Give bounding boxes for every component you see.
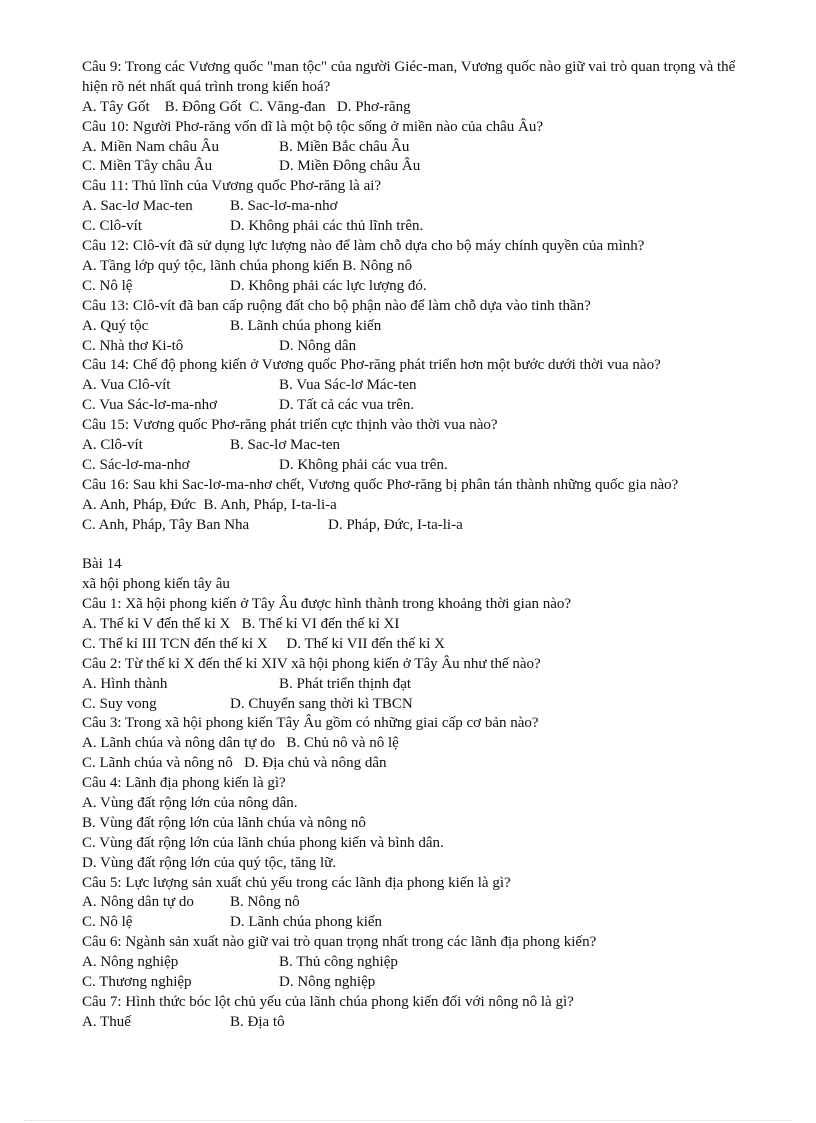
answer-option: A. Thuế — [82, 1013, 131, 1030]
section-spacer — [82, 535, 762, 555]
answer-option: C. Thế kỉ III TCN đến thế kỉ X — [82, 635, 268, 652]
question-7 — [82, 993, 762, 1033]
answer-row — [82, 734, 762, 754]
question-text: Câu 5: Lực lượng sản xuất chủ yếu trong các lãnh địa phong kiến là gì? — [82, 874, 511, 891]
answer-option: C. Lãnh chúa và nông nô — [82, 755, 233, 772]
answer-row — [82, 277, 762, 297]
question-text: Câu 3: Trong xã hội phong kiến Tây Âu gồm có những giai cấp cơ bản nào? — [82, 715, 539, 732]
answer-option: C. Vua Sác-lơ-ma-nhơ — [82, 397, 218, 414]
answer-row — [82, 157, 762, 177]
answer-option: D. Địa chủ và nông dân — [244, 755, 387, 772]
question-text: Câu 10: Người Phơ-răng vốn dĩ là một bộ tộc sống ở miền nào của châu Âu? — [82, 118, 544, 135]
answer-row — [82, 695, 762, 715]
answer-row — [82, 754, 762, 774]
answer-option: C. Anh, Pháp, Tây Ban Nha — [82, 516, 250, 533]
question-text: Câu 1: Xã hội phong kiến ở Tây Âu được hình thành trong khoảng thời gian nào? — [82, 596, 572, 613]
answer-row — [82, 456, 762, 476]
answer-option: C. Nô lệ — [82, 277, 133, 294]
answer-option: B. Vùng đất rộng lớn của lãnh chúa và nông nô — [82, 814, 366, 831]
answer-row — [82, 337, 762, 357]
lesson-heading: Bài 14 — [82, 556, 122, 573]
answer-option: C. Văng-đan — [249, 98, 326, 115]
answer-option: B. Thủ công nghiệp — [279, 954, 398, 971]
answer-row — [82, 973, 762, 993]
answer-option: D. Vùng đất rộng lớn của quý tộc, tăng lữ. — [82, 854, 337, 871]
question-text: Câu 4: Lãnh địa phong kiến là gì? — [82, 775, 286, 792]
answer-option: D. Chuyển sang thời kì TBCN — [230, 695, 413, 712]
question-2 — [82, 655, 762, 715]
answer-option: C. Sác-lơ-ma-nhơ — [82, 456, 190, 473]
answer-option: A. Quý tộc — [82, 317, 149, 334]
answer-option: B. Anh, Pháp, I-ta-li-a — [203, 496, 337, 513]
answer-option: A. Thế kỉ V đến thế kỉ X — [82, 616, 231, 632]
question-9 — [82, 58, 762, 118]
answer-row — [82, 98, 762, 118]
answer-option: A. Miền Nam châu Âu — [82, 138, 220, 155]
answer-option: D. Nông dân — [279, 337, 357, 354]
question-11 — [82, 177, 762, 237]
question-text: Câu 16: Sau khi Sac-lơ-ma-nhơ chết, Vương quốc Phơ-răng bị phân tán thành những quốc gia nào? — [82, 476, 679, 493]
answer-row — [82, 953, 762, 973]
answer-option: A. Nông dân tự do — [82, 894, 194, 911]
answer-row — [82, 615, 762, 635]
answer-row — [82, 138, 762, 158]
answer-option: A. Lãnh chúa và nông dân tự do — [82, 735, 276, 752]
answer-option: B. Lãnh chúa phong kiến — [230, 317, 382, 334]
answer-row — [82, 257, 762, 277]
answer-row — [82, 675, 762, 695]
question-text: Câu 15: Vương quốc Phơ-răng phát triển cực thịnh vào thời vua nào? — [82, 417, 498, 434]
question-4 — [82, 774, 762, 873]
answer-option: B. Thế kỉ VI đến thế kỉ XI — [241, 616, 400, 632]
answer-option: C. Nô lệ — [82, 914, 133, 931]
answer-row — [82, 794, 762, 814]
answer-row — [82, 516, 762, 536]
question-1 — [82, 595, 762, 655]
answer-row — [82, 893, 762, 913]
answer-option: B. Phát triển thịnh đạt — [279, 675, 412, 692]
answer-option: B. Đông Gốt — [164, 98, 242, 115]
answer-row — [82, 317, 762, 337]
answer-option: A. Vùng đất rộng lớn của nông dân. — [82, 795, 298, 812]
question-text: Câu 13: Clô-vít đã ban cấp ruộng đất cho bộ phận nào để làm chỗ dựa vào tinh thần? — [82, 297, 591, 314]
answer-row — [82, 814, 762, 834]
answer-option: D. Không phải các vua trên. — [279, 456, 448, 473]
answer-option: C. Nhà thơ Ki-tô — [82, 337, 184, 354]
answer-option: D. Lãnh chúa phong kiến — [230, 914, 383, 931]
answer-option: B. Sac-lơ-ma-nhơ — [230, 198, 338, 215]
question-16 — [82, 476, 762, 536]
question-text: Câu 6: Ngành sản xuất nào giữ vai trò quan trọng nhất trong các lãnh địa phong kiến? — [82, 934, 597, 951]
question-text: Câu 11: Thủ lĩnh của Vương quốc Phơ-răng là ai? — [82, 178, 382, 195]
answer-option: D. Không phải các lực lượng đó. — [230, 277, 427, 294]
question-text: Câu 2: Từ thế kỉ X đến thế kỉ XIV xã hội phong kiến ở Tây Âu như thế nào? — [82, 655, 541, 672]
answer-row — [82, 217, 762, 237]
question-text: Câu 14: Chế độ phong kiến ở Vương quốc Phơ-răng phát triển hơn một bước dưới thời vua nào? — [82, 357, 661, 374]
page-bottom-rule — [24, 1120, 792, 1121]
answer-option: D. Pháp, Đức, I-ta-li-a — [328, 516, 463, 533]
answer-option: D. Thế kỉ VII đến thế kỉ X — [286, 635, 446, 652]
answer-option: D. Miền Đông châu Âu — [279, 158, 421, 175]
answer-option: B. Sac-lơ Mac-ten — [230, 436, 340, 453]
answer-option: B. Miền Bắc châu Âu — [279, 138, 410, 155]
answer-row — [82, 376, 762, 396]
question-3 — [82, 714, 762, 774]
answer-option: C. Thương nghiệp — [82, 974, 192, 991]
question-10 — [82, 118, 762, 178]
lesson-subheading: xã hội phong kiến tây âu — [82, 576, 230, 593]
answer-option: B. Chủ nô và nô lệ — [286, 735, 399, 752]
question-12 — [82, 237, 762, 297]
answer-option: B. Vua Sác-lơ Mác-ten — [279, 377, 417, 394]
question-text: Câu 9: Trong các Vương quốc "man tộc" của người Giéc-man, Vương quốc nào giữ vai trò quan trọng và thể hiện rõ nét nhất quá trình trong kiến hoá? — [82, 59, 736, 95]
question-5 — [82, 874, 762, 934]
answer-option: B. Nông nô — [342, 257, 413, 274]
answer-row — [82, 436, 762, 456]
answer-option: A. Hình thành — [82, 675, 168, 692]
answer-row — [82, 197, 762, 217]
answer-option: C. Vùng đất rộng lớn của lãnh chúa phong kiến và bình dân. — [82, 834, 444, 851]
answer-row — [82, 396, 762, 416]
answer-option: D. Phơ-răng — [336, 98, 411, 115]
answer-option: B. Địa tô — [230, 1013, 285, 1030]
answer-option: A. Nông nghiệp — [82, 954, 179, 971]
question-text: Câu 7: Hình thức bóc lột chủ yếu của lãnh chúa phong kiến đối với nông nô là gì? — [82, 993, 574, 1010]
answer-row — [82, 913, 762, 933]
question-6 — [82, 933, 762, 993]
answer-option: C. Clô-vít — [82, 218, 143, 235]
answer-option: B. Nông nô — [230, 894, 300, 911]
answer-option: C. Suy vong — [82, 695, 157, 712]
question-14 — [82, 356, 762, 416]
question-13 — [82, 297, 762, 357]
answer-option: C. Miền Tây châu Âu — [82, 158, 213, 175]
answer-row — [82, 496, 762, 516]
answer-option: A. Sac-lơ Mac-ten — [82, 198, 193, 215]
answer-option: A. Clô-vít — [82, 436, 143, 453]
document-page — [82, 58, 762, 1033]
answer-option: A. Vua Clô-vít — [82, 377, 171, 394]
answer-row — [82, 854, 762, 874]
answer-row — [82, 635, 762, 655]
answer-row — [82, 1013, 762, 1033]
answer-option: D. Không phải các thủ lĩnh trên. — [230, 218, 424, 235]
answer-option: A. Anh, Pháp, Đức — [82, 496, 196, 513]
question-15 — [82, 416, 762, 476]
answer-row — [82, 834, 762, 854]
answer-option: D. Nông nghiệp — [279, 974, 376, 991]
question-text: Câu 12: Clô-vít đã sử dụng lực lượng nào để làm chỗ dựa cho bộ máy chính quyền của mình? — [82, 238, 645, 255]
answer-option: D. Tất cả các vua trên. — [279, 397, 415, 414]
answer-option: A. Tầng lớp quý tộc, lãnh chúa phong kiến — [82, 257, 339, 274]
answer-option: A. Tây Gốt — [82, 98, 150, 115]
